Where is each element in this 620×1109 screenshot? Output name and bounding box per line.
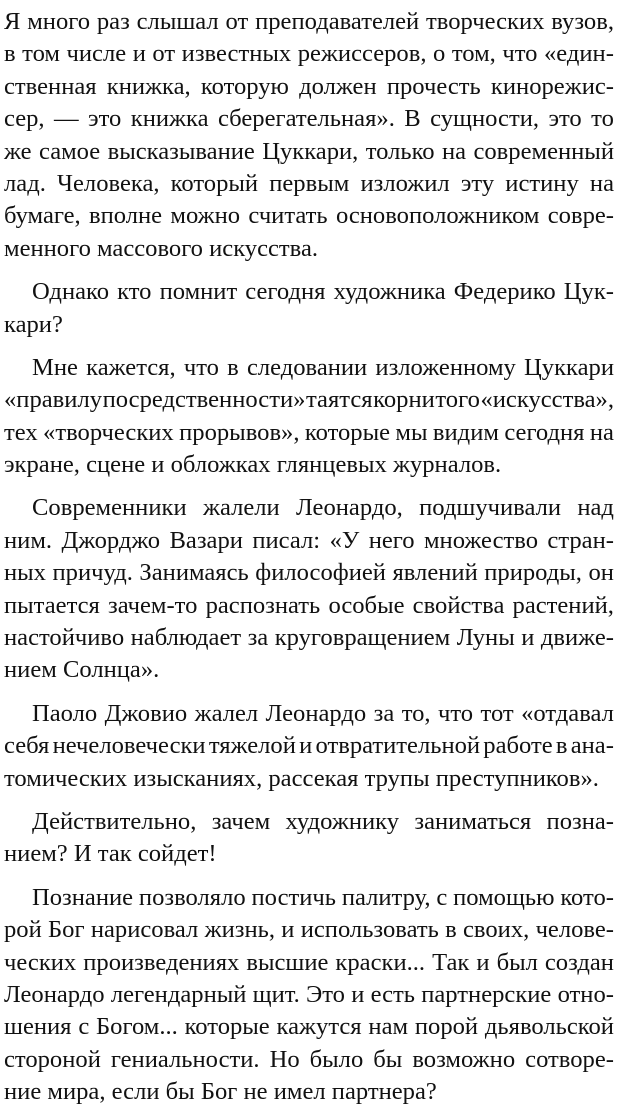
text-line [4, 6, 614, 38]
word: Я [4, 8, 21, 35]
text-line [4, 103, 614, 135]
word: над [577, 494, 614, 522]
word: тот [480, 699, 514, 727]
word: рой [4, 916, 42, 944]
word: Леонардо [265, 699, 367, 727]
word: же [4, 137, 32, 165]
word: видим [432, 418, 499, 446]
word: отно- [557, 980, 614, 1008]
word: числе [66, 40, 127, 68]
word: Цук- [563, 278, 614, 306]
word: писал: [252, 526, 321, 554]
text-line [4, 417, 614, 449]
word: и [476, 948, 490, 976]
word: том, [451, 40, 496, 68]
text-line [4, 698, 614, 730]
word: в [555, 732, 568, 760]
paragraph [4, 882, 614, 1109]
word: — [54, 105, 79, 133]
word: сер, [4, 105, 45, 133]
word: Цуккари [524, 353, 614, 381]
word: следовании [246, 353, 368, 381]
word: было [309, 1045, 364, 1073]
word: Паоло [32, 699, 98, 727]
word: себя [4, 732, 50, 760]
word: прорывов», [179, 418, 300, 446]
word: шения [4, 1013, 72, 1041]
word: это [88, 105, 122, 133]
paragraph-gap [4, 341, 614, 352]
word: книжка [130, 105, 209, 133]
word: ана- [570, 732, 614, 760]
word: философией [255, 559, 386, 587]
word: с [436, 883, 448, 911]
word: палитру, [341, 883, 431, 911]
word: причуд. [52, 559, 133, 587]
word: работе [483, 732, 553, 760]
word: краски... [335, 948, 426, 976]
word: «творческих [43, 418, 174, 446]
word: круговращением [274, 624, 451, 652]
word: зачем [211, 807, 271, 835]
text-line [4, 525, 614, 557]
word: современный [473, 137, 614, 165]
text-line [4, 38, 614, 70]
word: есть [370, 980, 416, 1008]
word: распознать [205, 591, 321, 619]
word: движе- [540, 624, 614, 652]
word: корни [373, 386, 435, 414]
text-line [4, 71, 614, 103]
word: изложил [360, 169, 450, 197]
text-line [4, 557, 614, 589]
word: прочесть [386, 72, 481, 100]
word: которые [304, 418, 391, 446]
word: считать [248, 202, 328, 230]
word: изложенному [375, 353, 516, 381]
word: и [132, 40, 146, 68]
text-line [4, 384, 614, 416]
text-line [4, 914, 614, 946]
word: эту [460, 169, 495, 197]
word: то [591, 105, 614, 133]
word: которую [200, 72, 289, 100]
word: можно [170, 202, 241, 230]
word: нарисовал [90, 916, 199, 944]
word: «отдавал [521, 699, 614, 727]
word: возможно [412, 1045, 516, 1073]
word: был [496, 948, 538, 976]
word: мы [395, 418, 428, 446]
word: Занимаясь [139, 559, 249, 587]
word: от [225, 8, 249, 35]
word: творческих [426, 8, 545, 35]
word: Но [269, 1045, 300, 1073]
word: произведениях [83, 948, 240, 976]
word: природы, [484, 559, 582, 587]
word: на [589, 169, 614, 197]
word: заниматься [414, 807, 532, 835]
word: отвратительной [315, 732, 481, 760]
word: кинорежис- [490, 72, 614, 100]
word: и [299, 732, 313, 760]
word: ственная [4, 72, 97, 100]
paragraph [4, 276, 614, 341]
word: стран- [547, 526, 614, 554]
word: Это [306, 980, 345, 1008]
word: первым [269, 169, 350, 197]
word: настойчиво [4, 624, 125, 652]
word: «правилу [4, 386, 103, 414]
paragraph [4, 698, 614, 795]
text-line [4, 492, 614, 524]
word: него [368, 526, 415, 554]
text-line: кари? [4, 310, 63, 338]
word: свойства [412, 591, 505, 619]
text-line [4, 590, 614, 622]
word: Цуккари, [262, 137, 359, 165]
word: растений, [512, 591, 614, 619]
paragraph-gap [4, 795, 614, 806]
word: только [365, 137, 435, 165]
word: за [247, 624, 269, 652]
word: «искусства», [480, 386, 614, 414]
text-line [4, 622, 614, 654]
word: Джовио [104, 699, 188, 727]
word: зачем-то [108, 591, 198, 619]
word: бумаге, [4, 202, 81, 230]
text-line [4, 276, 614, 308]
text-line [4, 806, 614, 838]
text-line: нием? И так сойдет! [4, 840, 217, 868]
word: жалели [202, 494, 280, 522]
word: Леонардо [4, 980, 105, 1008]
word: таятся [306, 386, 373, 414]
text-line [4, 730, 614, 762]
word: кото- [560, 883, 614, 911]
word: Действительно, [32, 807, 197, 835]
word: что [438, 699, 474, 727]
word: посредственности» [102, 386, 306, 414]
word: Луны [456, 624, 515, 652]
word: бы [373, 1045, 403, 1073]
word: щит. [252, 980, 300, 1008]
word: наблюдает [130, 624, 242, 652]
word: создан [544, 948, 614, 976]
text-line [4, 168, 614, 200]
text-line [4, 1011, 614, 1043]
text-line: ние мира, если бы Бог не имел партнера? [4, 1078, 437, 1106]
word: высшие [246, 948, 329, 976]
word: пытается [4, 591, 100, 619]
word: художника [333, 278, 446, 306]
word: «един- [543, 40, 614, 68]
text-line [4, 882, 614, 914]
word: помнит [159, 278, 238, 306]
word: что [502, 40, 538, 68]
word: Джорджо [61, 526, 161, 554]
word: Мне [32, 353, 78, 381]
word: и [281, 916, 295, 944]
word: это [548, 105, 582, 133]
word: то, [401, 699, 431, 727]
word: Познание [32, 883, 134, 911]
word: сегодня [504, 418, 585, 446]
word: «У [329, 526, 360, 554]
word: кажутся [276, 1013, 362, 1041]
word: самое [38, 137, 101, 165]
word: от [152, 40, 176, 68]
word: книжка, [106, 72, 191, 100]
text-line [4, 136, 614, 168]
paragraph-gap [4, 481, 614, 492]
word: подшучивали [419, 494, 562, 522]
word: кто [117, 278, 152, 306]
text-line [4, 979, 614, 1011]
word: Вазари [169, 526, 243, 554]
word: челове- [535, 916, 614, 944]
word: тяжелой [208, 732, 296, 760]
word: который [170, 169, 259, 197]
word: сотворе- [525, 1045, 614, 1073]
word: слышал [136, 8, 219, 35]
word: ных [4, 559, 46, 587]
word: постичь [251, 883, 336, 911]
paragraph [4, 352, 614, 482]
paragraph-gap [4, 871, 614, 882]
word: Так [432, 948, 470, 976]
word: много [27, 8, 91, 35]
word: раз [96, 8, 130, 35]
word: сущности, [430, 105, 540, 133]
text-line [4, 947, 614, 979]
word: ним. [4, 526, 53, 554]
word: и [351, 980, 365, 1008]
word: В [404, 105, 421, 133]
word: партнерские [421, 980, 552, 1008]
word: Современники [32, 494, 187, 522]
word: порой [414, 1013, 479, 1041]
word: позна- [546, 807, 614, 835]
word: Леонардо, [296, 494, 403, 522]
word: ческих [4, 948, 77, 976]
word: Человека, [57, 169, 160, 197]
paragraph [4, 492, 614, 686]
text-line [4, 352, 614, 384]
word: в [445, 916, 457, 944]
paragraph-gap [4, 265, 614, 276]
text-line: нием Солнца». [4, 656, 160, 684]
word: высказывание [107, 137, 255, 165]
word: жизнь, [204, 916, 275, 944]
text-line: менного массового искусства. [4, 234, 319, 262]
word: лад. [4, 169, 46, 197]
word: легендарный [110, 980, 247, 1008]
word: которые [184, 1013, 270, 1041]
word: сберегательная». [217, 105, 395, 133]
word: Богом... [96, 1013, 178, 1041]
word: истину [505, 169, 579, 197]
word: с [78, 1013, 90, 1041]
text-line: экране, сцене и обложках глянцевых журналов. [4, 451, 502, 479]
paragraph [4, 6, 614, 265]
word: за [373, 699, 395, 727]
word: должен [299, 72, 377, 100]
word: вузов, [551, 8, 614, 35]
word: в [4, 40, 16, 68]
word: и [521, 624, 535, 652]
paragraph-gap [4, 687, 614, 698]
word: нам [368, 1013, 409, 1041]
word: на [442, 137, 467, 165]
word: он [588, 559, 614, 587]
word: сегодня [245, 278, 326, 306]
word: на [589, 418, 614, 446]
word: Однако [32, 278, 110, 306]
word: кажется, [86, 353, 176, 381]
word: того [435, 386, 480, 414]
word: гениальности. [110, 1045, 260, 1073]
word: жалел [194, 699, 259, 727]
word: множество [423, 526, 538, 554]
word: тех [4, 418, 38, 446]
text-line [4, 200, 614, 232]
word: нечеловечески [52, 732, 206, 760]
word: позволяло [138, 883, 246, 911]
word: совре- [547, 202, 614, 230]
word: художнику [285, 807, 400, 835]
word: основоположником [335, 202, 540, 230]
word: о [433, 40, 446, 68]
word: вполне [88, 202, 163, 230]
word: режиссеров, [297, 40, 427, 68]
word: преподавателей [255, 8, 420, 35]
word: явлений [392, 559, 478, 587]
word: помощью [453, 883, 555, 911]
text-line [4, 1044, 614, 1076]
word: стороной [4, 1045, 101, 1073]
text-line: томических изысканиях, рассекая трупы преступников». [4, 764, 599, 792]
paragraph [4, 806, 614, 871]
word: дьявольской [484, 1013, 614, 1041]
word: что [183, 353, 219, 381]
word: своих, [463, 916, 530, 944]
word: том [22, 40, 60, 68]
word: известных [181, 40, 292, 68]
word: использовать [300, 916, 439, 944]
word: Федерико [453, 278, 556, 306]
word: особые [328, 591, 405, 619]
word: в [227, 353, 239, 381]
word: Бог [48, 916, 85, 944]
